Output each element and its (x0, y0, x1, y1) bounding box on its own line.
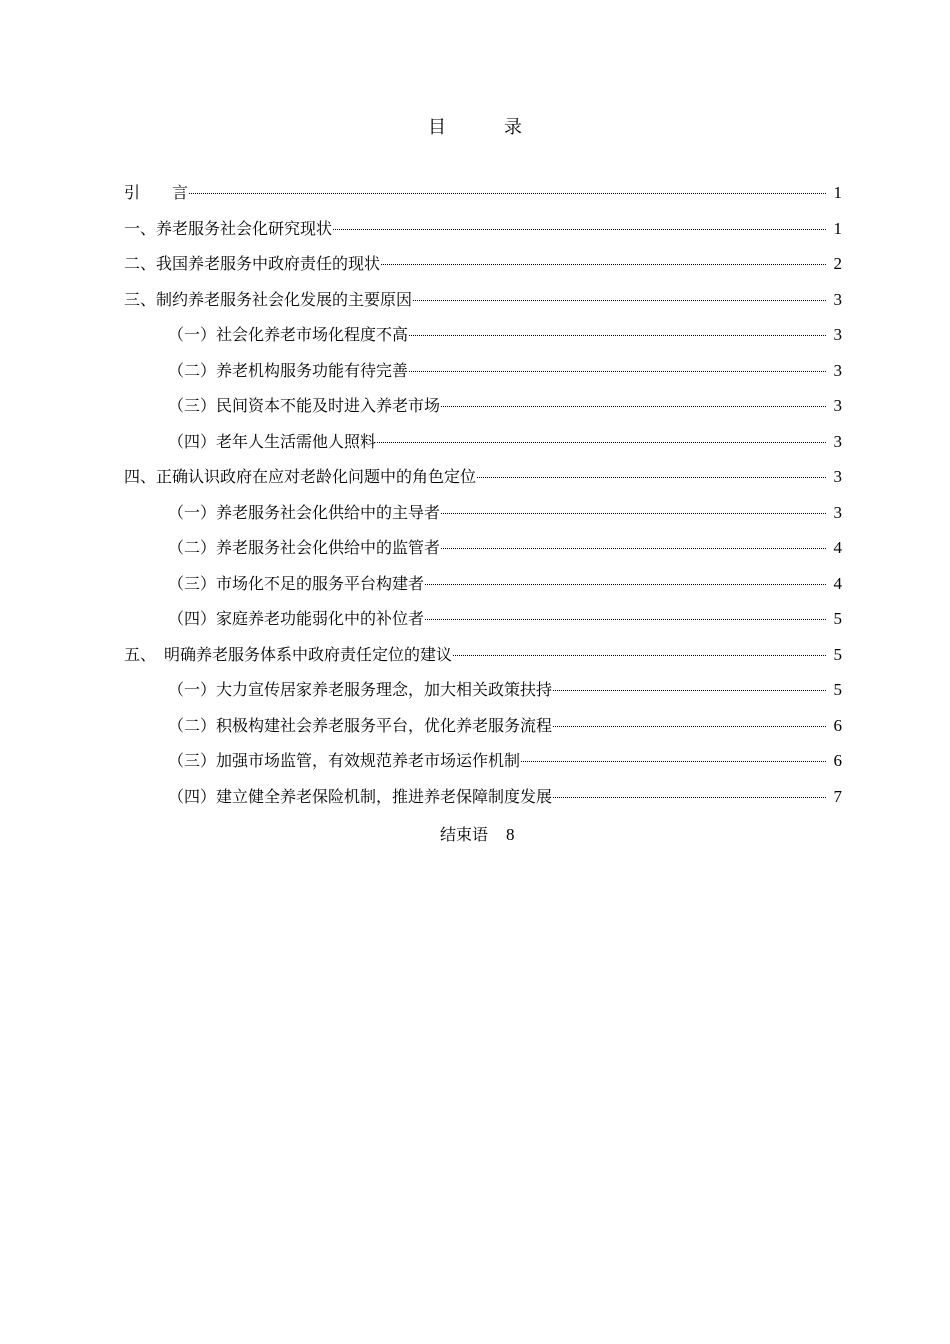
toc-entry[interactable] (124, 713, 842, 749)
toc-entry[interactable] (124, 180, 842, 216)
toc-entry-label: （四）家庭养老功能弱化中的补位者 (168, 609, 425, 628)
toc-entry-page: 3 (833, 289, 842, 309)
toc-dot-leader (553, 690, 826, 691)
toc-dot-leader (409, 371, 826, 372)
toc-dot-leader (425, 584, 826, 585)
toc-title-part2: 录 (504, 117, 522, 138)
toc-entry-label: 引 言 (124, 183, 189, 202)
toc-dot-leader (553, 726, 826, 727)
toc-entry-page: 4 (833, 573, 842, 593)
toc-entry-page: 6 (833, 715, 842, 735)
toc-entry-label: 二、我国养老服务中政府责任的现状 (124, 254, 381, 273)
toc-entry-page: 3 (833, 396, 842, 415)
toc-dot-leader (453, 655, 826, 656)
toc-entry-page: 1 (833, 183, 842, 202)
toc-entry[interactable] (124, 677, 842, 713)
toc-entry-page: 3 (833, 360, 842, 380)
toc-entry-label: （一）大力宣传居家养老服务理念，加大相关政策扶持 (168, 680, 553, 699)
toc-entry-label: （三）加强市场监管，有效规范养老市场运作机制 (168, 751, 521, 770)
toc-entry[interactable] (124, 642, 842, 678)
toc-entry-label: （一）社会化养老市场化程度不高 (168, 325, 409, 344)
toc-title-part1: 目 (428, 117, 446, 138)
toc-dot-leader (189, 193, 826, 194)
toc-dot-leader (553, 797, 826, 798)
toc-entry-page: 3 (833, 502, 842, 522)
toc-entry[interactable] (124, 322, 842, 358)
toc-dot-leader (333, 229, 826, 230)
toc-entry[interactable] (124, 216, 842, 252)
toc-dot-leader (413, 300, 826, 301)
toc-entry[interactable] (124, 535, 842, 571)
toc-entry[interactable] (124, 500, 842, 536)
toc-entry-label: （二）积极构建社会养老服务平台，优化养老服务流程 (168, 715, 553, 735)
toc-entry-label: （三）民间资本不能及时进入养老市场 (168, 396, 441, 415)
toc-entry-label: （二）养老机构服务功能有待完善 (168, 360, 409, 380)
toc-entry-label: （二）养老服务社会化供给中的监管者 (168, 538, 441, 557)
toc-list (124, 180, 842, 819)
toc-entry-label: 四、正确认识政府在应对老龄化问题中的角色定位 (124, 467, 477, 486)
toc-closing-label: 结束语 (440, 825, 489, 844)
toc-entry[interactable] (124, 251, 842, 287)
toc-entry-page: 5 (833, 644, 842, 664)
toc-entry-page: 5 (833, 609, 842, 628)
toc-entry-page: 3 (833, 431, 842, 451)
toc-entry[interactable] (124, 571, 842, 607)
toc-entry-label: 一、养老服务社会化研究现状 (124, 218, 333, 238)
toc-entry[interactable] (124, 464, 842, 500)
toc-entry-page: 4 (833, 538, 842, 557)
toc-title (0, 113, 950, 139)
toc-entry[interactable] (124, 606, 842, 642)
toc-closing-page: 8 (506, 825, 515, 844)
toc-dot-leader (409, 335, 826, 336)
toc-entry-page: 1 (833, 218, 842, 238)
toc-dot-leader (441, 513, 826, 514)
toc-entry-page: 2 (833, 254, 842, 273)
toc-dot-leader (441, 548, 826, 549)
toc-dot-leader (521, 761, 826, 762)
toc-entry[interactable] (124, 429, 842, 465)
toc-entry[interactable] (124, 784, 842, 820)
toc-dot-leader (381, 264, 826, 265)
toc-entry-page: 7 (833, 786, 842, 806)
toc-entry-page: 3 (833, 325, 842, 344)
toc-entry[interactable] (124, 748, 842, 784)
toc-entry[interactable] (124, 358, 842, 394)
toc-entry-label: （四）建立健全养老保险机制，推进养老保障制度发展 (168, 786, 553, 806)
toc-dot-leader (425, 619, 826, 620)
toc-entry-label: 三、制约养老服务社会化发展的主要原因 (124, 289, 413, 309)
toc-entry[interactable] (124, 287, 842, 323)
toc-closing-entry[interactable] (440, 822, 515, 845)
toc-entry-page: 6 (833, 751, 842, 770)
toc-entry-label: （四）老年人生活需他人照料 (168, 431, 377, 451)
toc-entry[interactable] (124, 393, 842, 429)
toc-entry-label: 五、 明确养老服务体系中政府责任定位的建议 (124, 644, 453, 664)
toc-entry-page: 3 (833, 467, 842, 486)
toc-entry-label: （一）养老服务社会化供给中的主导者 (168, 502, 441, 522)
toc-entry-label: （三）市场化不足的服务平台构建者 (168, 573, 425, 593)
toc-entry-page: 5 (833, 680, 842, 699)
toc-dot-leader (477, 477, 826, 478)
toc-dot-leader (377, 442, 826, 443)
toc-dot-leader (441, 406, 826, 407)
